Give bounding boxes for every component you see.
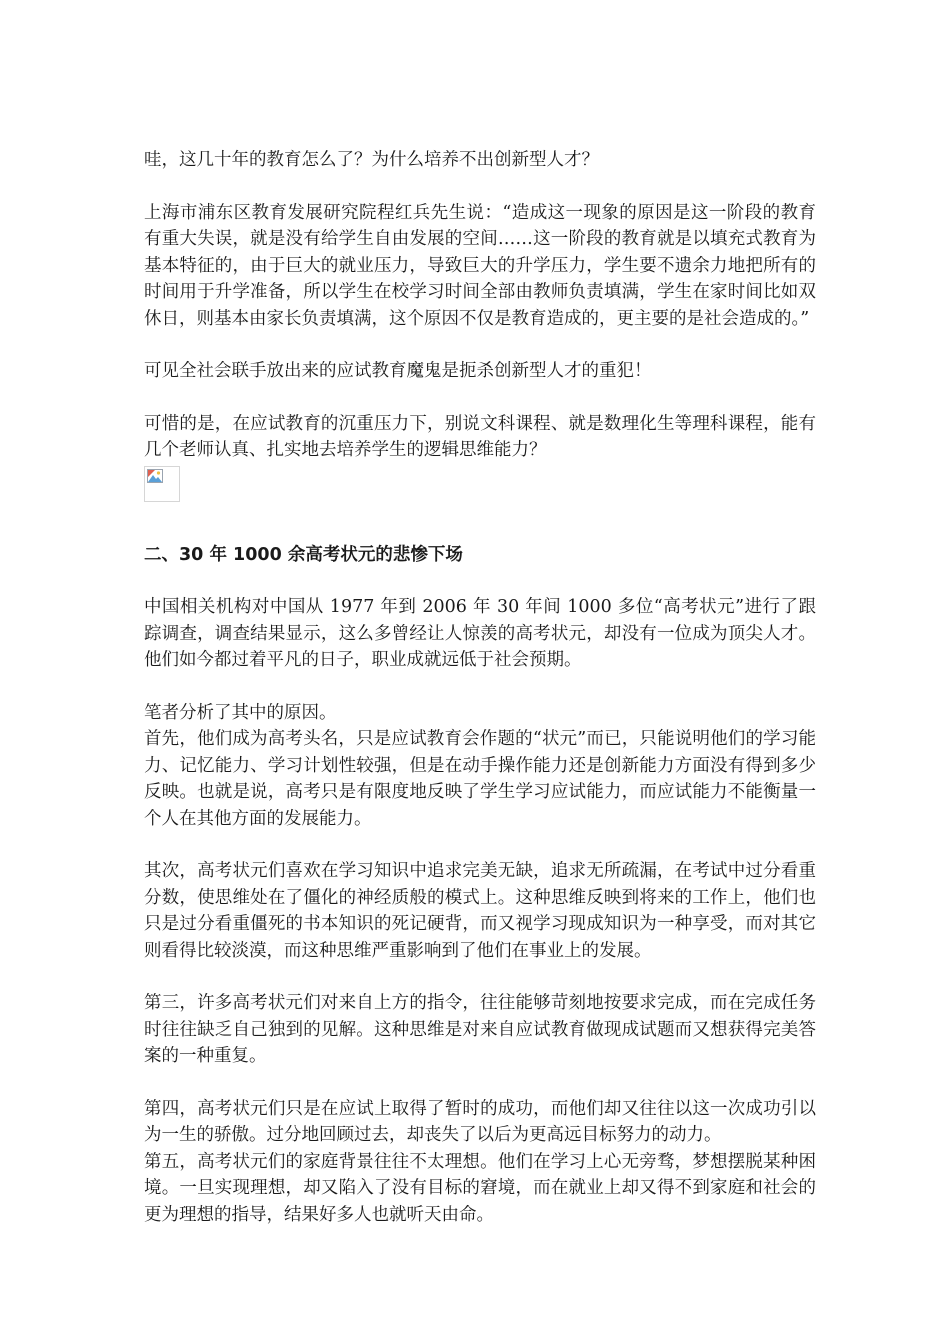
- paragraph-reason-second: 其次，高考状元们喜欢在学习知识中追求完美无缺，追求无所疏漏，在考试中过分看重分数，使思维处在了僵化的神经质般的模式上。这种思维反映到将来的工作上，他们也只是过分看重僵死的书本知识的死记硬背，而又视学习现成知识为一种享受，而对其它则看得比较淡漠，而这种思维严重影响到了他们在事业上的发展。: [144, 861, 816, 961]
- spacer: [144, 502, 816, 542]
- paragraph-pity: 可惜的是，在应试教育的沉重压力下，别说文科课程、就是数理化生等理科课程，能有几个老师认真、扎实地去培养学生的逻辑思维能力？: [144, 413, 816, 460]
- paragraph-reason-third: 第三，许多高考状元们对来自上方的指令，往往能够苛刻地按要求完成，而在完成任务时往往缺乏自己独到的见解。这种思维是对来自应试教育做现成试题而又想获得完美答案的一种重复。: [144, 993, 816, 1066]
- spacer: [144, 674, 816, 700]
- paragraph-reason-first: 首先，他们成为高考头名，只是应试教育会作题的“状元”而已，只能说明他们的学习能力、记忆能力、学习计划性较强，但是在动手操作能力还是创新能力方面没有得到多少反映。也就是说，高考只是有限度地反映了学生学习应试能力，而应试能力不能衡量一个人在其他方面的发展能力。: [144, 729, 816, 829]
- paragraph-reason-fifth: 第五，高考状元们的家庭背景往往不太理想。他们在学习上心无旁骛，梦想摆脱某种困境。一旦实现理想，却又陷入了没有目标的窘境，而在就业上却又得不到家庭和社会的更为理想的指导，结果好多人也就听天由命。: [144, 1151, 816, 1225]
- section-heading: 二、30 年 1000 余高考状元的悲惨下场: [144, 544, 463, 565]
- spacer: [144, 568, 816, 594]
- broken-image-placeholder: [144, 466, 180, 502]
- paragraph-reason-fourth: 第四，高考状元们只是在应试上取得了暂时的成功，而他们却又往往以这一次成功引以为一生的骄傲。过分地回顾过去，却丧失了以后为更高远目标努力的动力。: [144, 1098, 816, 1145]
- broken-image-icon: [147, 469, 163, 483]
- document-body: [144, 147, 816, 1228]
- paragraph-analysis-intro: 笔者分析了其中的原因。: [144, 702, 337, 723]
- paragraph-question: 哇，这几十年的教育怎么了？为什么培养不出创新型人才？: [144, 150, 599, 170]
- spacer: [144, 332, 816, 358]
- spacer: [144, 174, 816, 200]
- spacer: [144, 385, 816, 411]
- paragraph-quote: 上海市浦东区教育发展研究院程红兵先生说：“造成这一现象的原因是这一阶段的教育有重大失误，就是没有给学生自由发展的空间……这一阶段的教育就是以填充式教育为基本特征的，由于巨大的就业压力，导致巨大的升学压力，学生要不遗余力地把所有的时间用于升学准备，所以学生在校学习时间全部由教师负责填满，学生在家时间比如双休日，则基本由家长负责填满，这个原因不仅是教育造成的，更主要的是社会造成的。”: [144, 202, 816, 329]
- spacer: [144, 832, 816, 858]
- paragraph-conclusion: 可见全社会联手放出来的应试教育魔鬼是扼杀创新型人才的重犯！: [144, 361, 652, 381]
- spacer: [144, 1070, 816, 1096]
- spacer: [144, 964, 816, 990]
- paragraph-survey: 中国相关机构对中国从 1977 年到 2006 年 30 年间 1000 多位“高考状元”进行了跟踪调查，调查结果显示，这么多曾经让人惊羡的高考状元，却没有一位成为顶尖人才。他们如今都过着平凡的日子，职业成就远低于社会预期。: [144, 597, 816, 670]
